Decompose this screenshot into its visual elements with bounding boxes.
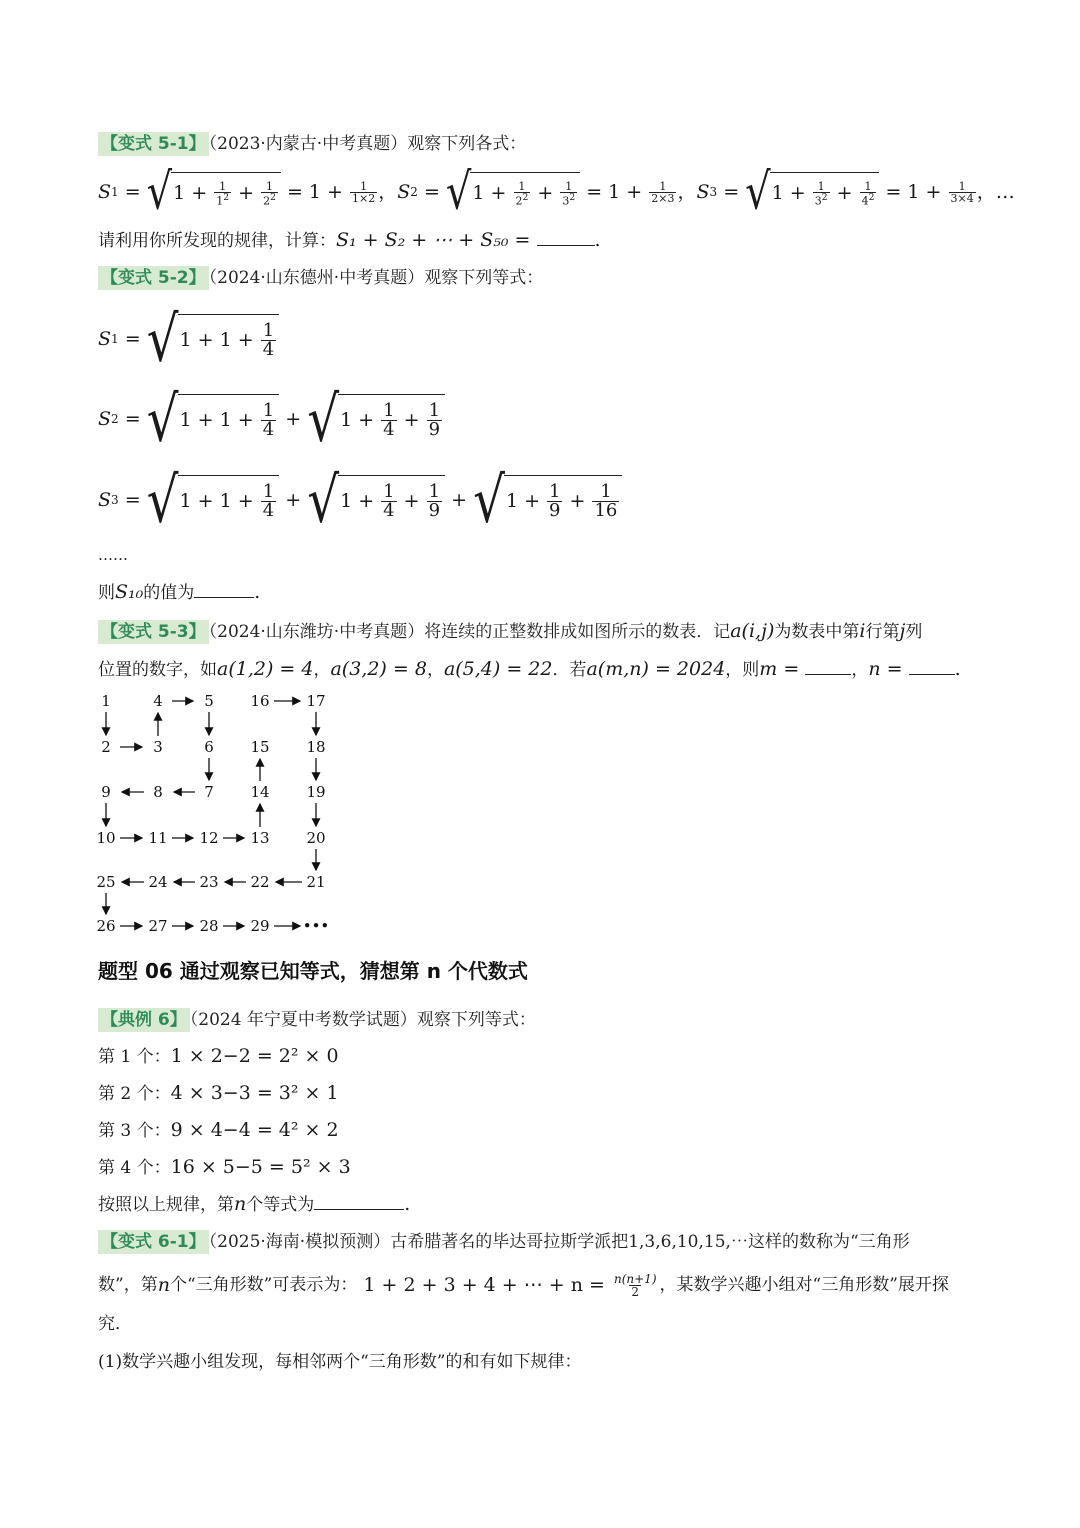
- v61-line1: 【变式 6-1】 （2025·海南·模拟预测）古希腊著名的毕达哥拉斯学派把1,3,6,10,15,⋯这样的数称为“三角形: [98, 1232, 910, 1251]
- grid-number: 29: [250, 917, 270, 935]
- v52-s3: S 3 = √ 1 + 1 + $\frac{1}{4}$ + √ 1 + $\frac{1}{4}$ + $\frac{1}{9}$ + √ 1 + $\frac{1}{9}$ + $\frac{1}{16}$: [98, 467, 622, 533]
- v52-answer-blank: [194, 583, 254, 598]
- grid-number: 25: [96, 873, 116, 891]
- ex6-line-2: 第 2 个：4 × 3−3 = 3² × 1: [98, 1082, 339, 1104]
- v61-line3: 究．: [98, 1314, 132, 1334]
- v51-question-math: S₁ + S₂ + ⋯ + S₅₀ =: [336, 229, 531, 251]
- m-blank: [805, 660, 851, 675]
- grid-number: 21: [306, 873, 326, 891]
- grid-number: 22: [250, 873, 270, 891]
- n-blank: [909, 660, 955, 675]
- grid-number: 12: [199, 829, 219, 847]
- ex6-answer-blank: [314, 1195, 404, 1210]
- grid-number: 10: [96, 829, 116, 847]
- grid-number: 17: [306, 692, 326, 710]
- v52-s2: S 2 = √ 1 + 1 + $\frac{1}{4}$ + √ 1 + $\frac{1}{4}$ + $\frac{1}{9}$: [98, 386, 445, 452]
- grid-number: 14: [250, 783, 270, 801]
- grid-number: 13: [250, 829, 270, 847]
- ex6-line-4: 第 4 个：16 × 5−5 = 5² × 3: [98, 1156, 351, 1178]
- grid-number: 15: [250, 738, 270, 756]
- v52-tag: 【变式 5-2】: [98, 266, 209, 290]
- grid-number: 2: [101, 738, 111, 756]
- v52-s1: S 1 = √ 1 + 1 + $\frac{1}{4}$: [98, 306, 279, 372]
- grid-number: •••: [302, 917, 330, 935]
- v51-formula: S 1 = √ 1 + $\frac{1}{1^2}$ + $\frac{1}{2^2}$ = 1 + $\frac{1}{1\times 2}$ ， S 2 = √ 1 + $\frac{1}{2^2}$ + $\frac{1}{3^2}$ = 1 + $\frac{1}{2\times 3}$ ， S 3 = √ 1 + $\frac{1}{3^2}$ + $\frac{1}{4^2}$ = 1 + $\frac{1}{3\times 4}$ ，…: [98, 163, 1015, 221]
- grid-number: 19: [306, 783, 326, 801]
- grid-number: 8: [153, 783, 163, 801]
- v52-question: 则S₁₀的值为 .: [98, 581, 261, 603]
- grid-number: 11: [148, 829, 168, 847]
- v51-source: （2023·内蒙古·中考真题）观察下列各式：: [208, 134, 527, 154]
- grid-number: 6: [204, 738, 214, 756]
- v51-header: [98, 134, 526, 153]
- grid-number: 7: [204, 783, 214, 801]
- grid-number: 26: [96, 917, 116, 935]
- v61-line4: (1)数学兴趣小组发现，每相邻两个“三角形数”的和有如下规律：: [98, 1352, 582, 1372]
- grid-number: 23: [199, 873, 219, 891]
- v53-line2: 位置的数字，如a(1,2) = 4，a(3,2) = 8，a(5,4) = 22．若a(m,n) = 2024，则m = ，n = .: [98, 658, 961, 680]
- grid-number: 18: [306, 738, 326, 756]
- grid-number: 28: [199, 917, 219, 935]
- v53-header: 【变式 5-3】 （2024·山东潍坊·中考真题）将连续的正整数排成如图所示的数表．记a(i,j)为数表中第i行第j列: [98, 622, 922, 641]
- v51-question-prefix: 请利用你所发现的规律，计算：: [98, 231, 336, 251]
- v52-dots: ……: [98, 546, 128, 564]
- v52-header: [98, 268, 543, 287]
- v53-tag: 【变式 5-3】: [98, 620, 209, 644]
- v52-source: （2024·山东德州·中考真题）观察下列等式：: [208, 268, 544, 288]
- v51-ellipsis: ，…: [976, 180, 1015, 203]
- v51-question: 请利用你所发现的规律，计算：S₁ + S₂ + ⋯ + S₅₀ = .: [98, 229, 601, 251]
- ex6-question: 按照以上规律，第n个等式为 .: [98, 1193, 411, 1215]
- v51-tag: 【变式 5-1】: [98, 132, 209, 156]
- ex6-tag: 【典例 6】: [98, 1008, 190, 1032]
- grid-number: 16: [250, 692, 270, 710]
- v61-tag: 【变式 6-1】: [98, 1230, 209, 1254]
- section-6-heading: 题型 06 通过观察已知等式，猜想第 n 个代数式: [98, 959, 528, 983]
- number-grid: [90, 688, 350, 938]
- ex6-line-1: 第 1 个：1 × 2−2 = 2² × 0: [98, 1045, 339, 1067]
- grid-number: 1: [101, 692, 111, 710]
- grid-number: 24: [148, 873, 168, 891]
- grid-number: 5: [204, 692, 214, 710]
- grid-number: 27: [148, 917, 168, 935]
- v51-answer-blank: [537, 231, 595, 246]
- v52-question-math: S₁₀: [115, 581, 144, 603]
- grid-number: 20: [306, 829, 326, 847]
- grid-number: 4: [153, 692, 163, 710]
- ex6-header: 【典例 6】 （2024 年宁夏中考数学试题）观察下列等式：: [98, 1010, 536, 1029]
- grid-number: 3: [153, 738, 163, 756]
- ex6-line-3: 第 3 个：9 × 4−4 = 4² × 2: [98, 1119, 339, 1141]
- grid-number: 9: [101, 783, 111, 801]
- v61-line2: 数”，第 n 个“三角形数”可表示为： 1 + 2 + 3 + 4 + ⋯ + n = $\frac{n(n+1)}{2}$ ，某数学兴趣小组对“三角形数”展开探: [98, 1271, 949, 1299]
